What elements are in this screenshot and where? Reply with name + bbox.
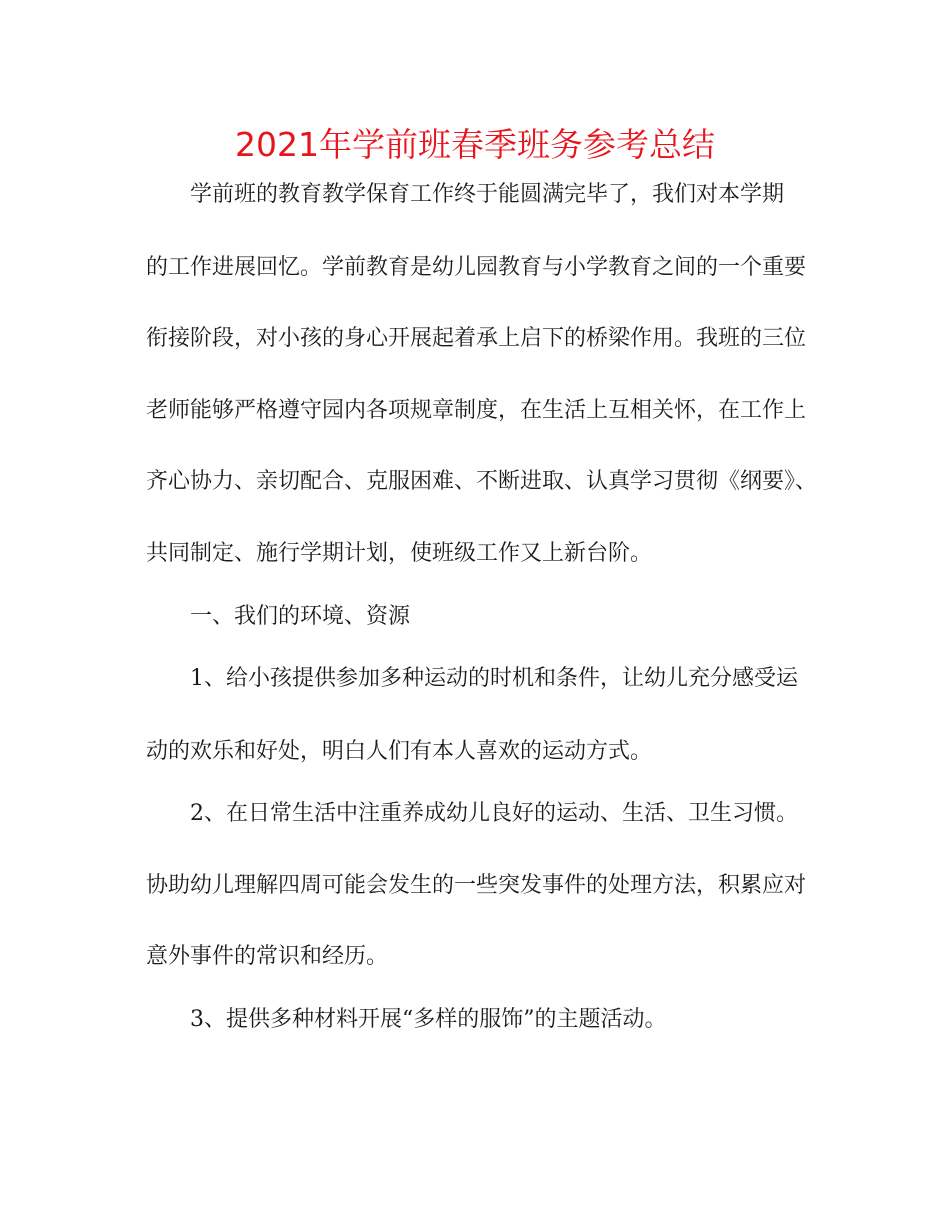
- paragraph-line: 协助幼儿理解四周可能会发生的一些突发事件的处理方法，积累应对: [146, 873, 807, 898]
- paragraph-line: 齐心协力、亲切配合、克服困难、不断进取、认真学习贯彻《纲要》、: [146, 469, 818, 494]
- paragraph-line: 3、提供多种材料开展“多样的服饰”的主题活动。: [190, 1007, 667, 1032]
- paragraph-line: 衔接阶段，对小孩的身心开展起着承上启下的桥梁作用。我班的三位: [146, 326, 807, 351]
- document-title: 2021年学前班春季班务参考总结: [235, 125, 715, 164]
- paragraph-line: 老师能够严格遵守园内各项规章制度，在生活上互相关怀，在工作上: [146, 398, 807, 423]
- section-heading: 一、我们的环境、资源: [190, 604, 411, 629]
- paragraph-line: 1、给小孩提供参加多种运动的时机和条件，让幼儿充分感受运: [190, 666, 798, 691]
- paragraph-line: 2、在日常生活中注重养成幼儿良好的运动、生活、卫生习惯。: [190, 801, 798, 826]
- paragraph-line: 共同制定、施行学期计划，使班级工作又上新台阶。: [146, 541, 653, 566]
- paragraph-line: 的工作进展回忆。学前教育是幼儿园教育与小学教育之间的一个重要: [146, 255, 807, 280]
- paragraph-line: 动的欢乐和好处，明白人们有本人喜欢的运动方式。: [146, 739, 653, 764]
- paragraph-line: 意外事件的常识和经历。: [146, 944, 389, 969]
- paragraph-line: 学前班的教育教学保育工作终于能圆满完毕了，我们对本学期: [190, 182, 785, 207]
